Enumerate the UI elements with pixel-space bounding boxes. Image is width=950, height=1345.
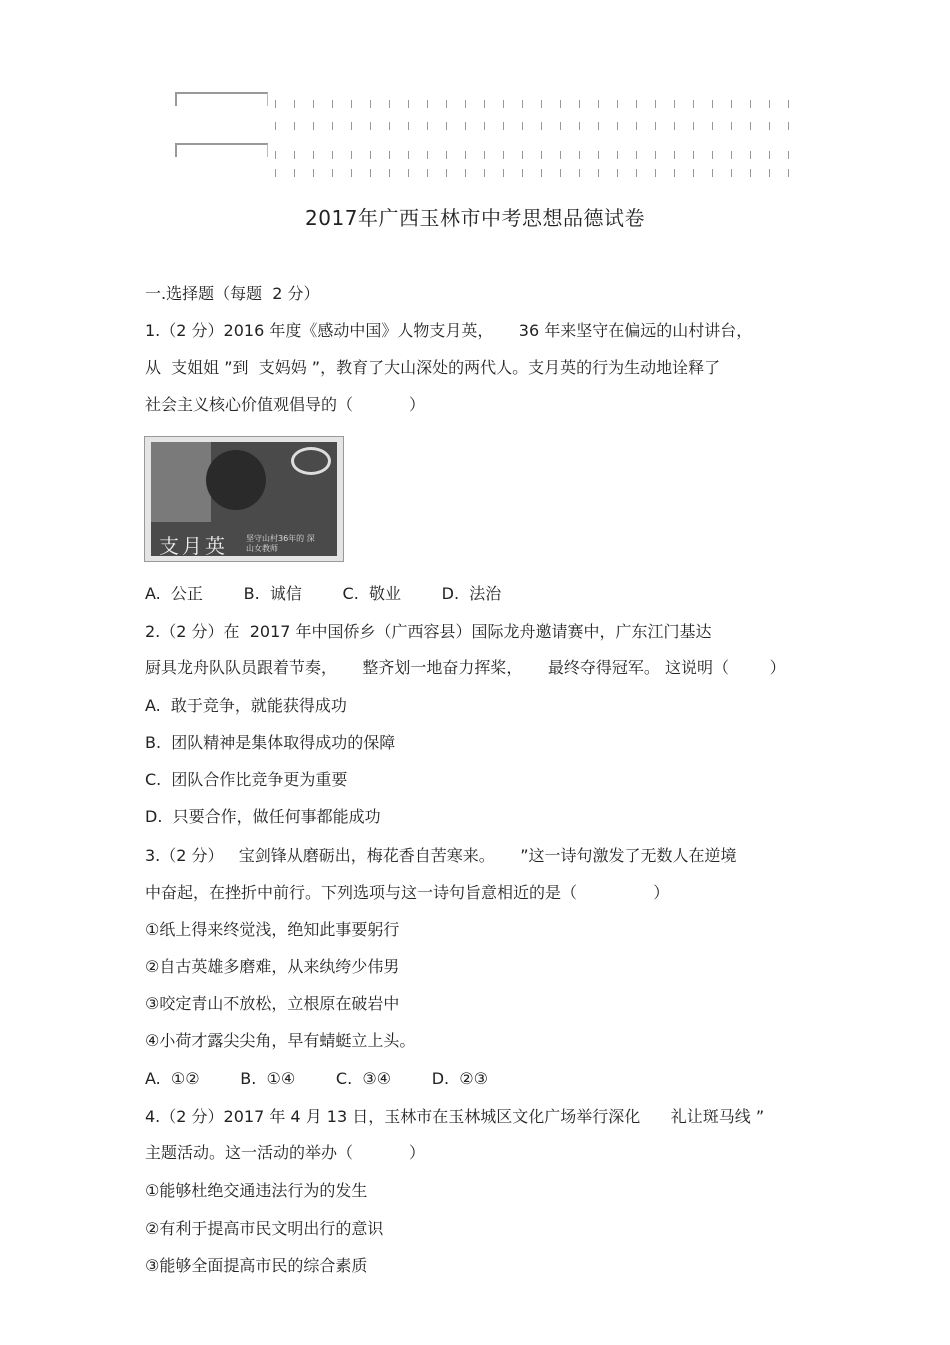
q1-line-3: 社会主义核心价值观倡导的（ ） bbox=[145, 395, 425, 414]
grid-ticks-row-2 bbox=[175, 122, 805, 132]
section-heading: 一.选择题（每题 2 分） bbox=[145, 284, 320, 303]
q4-line-1: 4.（2 分）2017 年 4 月 13 日，玉林市在玉林城区文化广场举行深化 礼让斑马线 ” bbox=[145, 1107, 765, 1126]
q1-photo bbox=[144, 436, 344, 562]
q4-item-1: ①能够杜绝交通违法行为的发生 bbox=[145, 1181, 368, 1200]
q2-option-d: D. 只要合作，做任何事都能成功 bbox=[145, 807, 381, 826]
q2-option-c: C. 团队合作比竞争更为重要 bbox=[145, 770, 348, 789]
q2-option-b: B. 团队精神是集体取得成功的保障 bbox=[145, 733, 396, 752]
q1-line-2: 从 支姐姐 ”到 支妈妈 ”，教育了大山深处的两代人。支月英的行为生动地诠释了 bbox=[145, 358, 721, 377]
q4-line-2: 主题活动。这一活动的举办（ ） bbox=[145, 1143, 425, 1162]
photo-caption: 坚守山村36年的 深山女教师 bbox=[246, 534, 315, 553]
q4-item-3: ③能够全面提高市民的综合素质 bbox=[145, 1256, 368, 1275]
touching-china-logo bbox=[291, 447, 331, 475]
q3-line-1: 3.（2 分） 宝剑锋从磨砺出，梅花香自苦寒来。 ”这一诗句激发了无数人在逆境 bbox=[145, 846, 737, 865]
q1-options: A. 公正 B. 诚信 C. 敬业 D. 法治 bbox=[145, 584, 502, 603]
page-title: 2017年广西玉林市中考思想品德试卷 bbox=[305, 206, 645, 230]
q2-line-1: 2.（2 分）在 2017 年中国侨乡（广西容县）国际龙舟邀请赛中，广东江门基达 bbox=[145, 622, 712, 641]
answer-grid-bottom bbox=[175, 143, 805, 179]
q2-line-2: 厨具龙舟队队员跟着节奏， 整齐划一地奋力挥桨， 最终夺得冠军。 这说明（ ） bbox=[145, 658, 786, 677]
person-figure bbox=[206, 450, 266, 510]
q3-line-2: 中奋起，在挫折中前行。下列选项与这一诗句旨意相近的是（ ） bbox=[145, 883, 670, 902]
q3-item-3: ③咬定青山不放松，立根原在破岩中 bbox=[145, 994, 400, 1013]
q3-options: A. ①② B. ①④ C. ③④ D. ②③ bbox=[145, 1069, 488, 1088]
grid-ticks-row-4 bbox=[175, 169, 805, 179]
q3-item-2: ②自古英雄多磨难，从来纨绔少伟男 bbox=[145, 957, 400, 976]
grid-ticks-row-3 bbox=[175, 151, 805, 161]
q4-item-2: ②有利于提高市民文明出行的意识 bbox=[145, 1219, 384, 1238]
photo-name: 支月英 bbox=[159, 534, 228, 556]
grid-ticks-row-1 bbox=[175, 100, 805, 110]
q1-line-1: 1.（2 分）2016 年度《感动中国》人物支月英， 36 年来坚守在偏远的山村讲台， bbox=[145, 321, 753, 340]
q3-item-1: ①纸上得来终觉浅，绝知此事要躬行 bbox=[145, 920, 400, 939]
q2-option-a: A. 敢于竞争，就能获得成功 bbox=[145, 696, 347, 715]
q3-item-4: ④小荷才露尖尖角，早有蜻蜓立上头。 bbox=[145, 1031, 416, 1050]
answer-grid-top bbox=[175, 92, 805, 128]
